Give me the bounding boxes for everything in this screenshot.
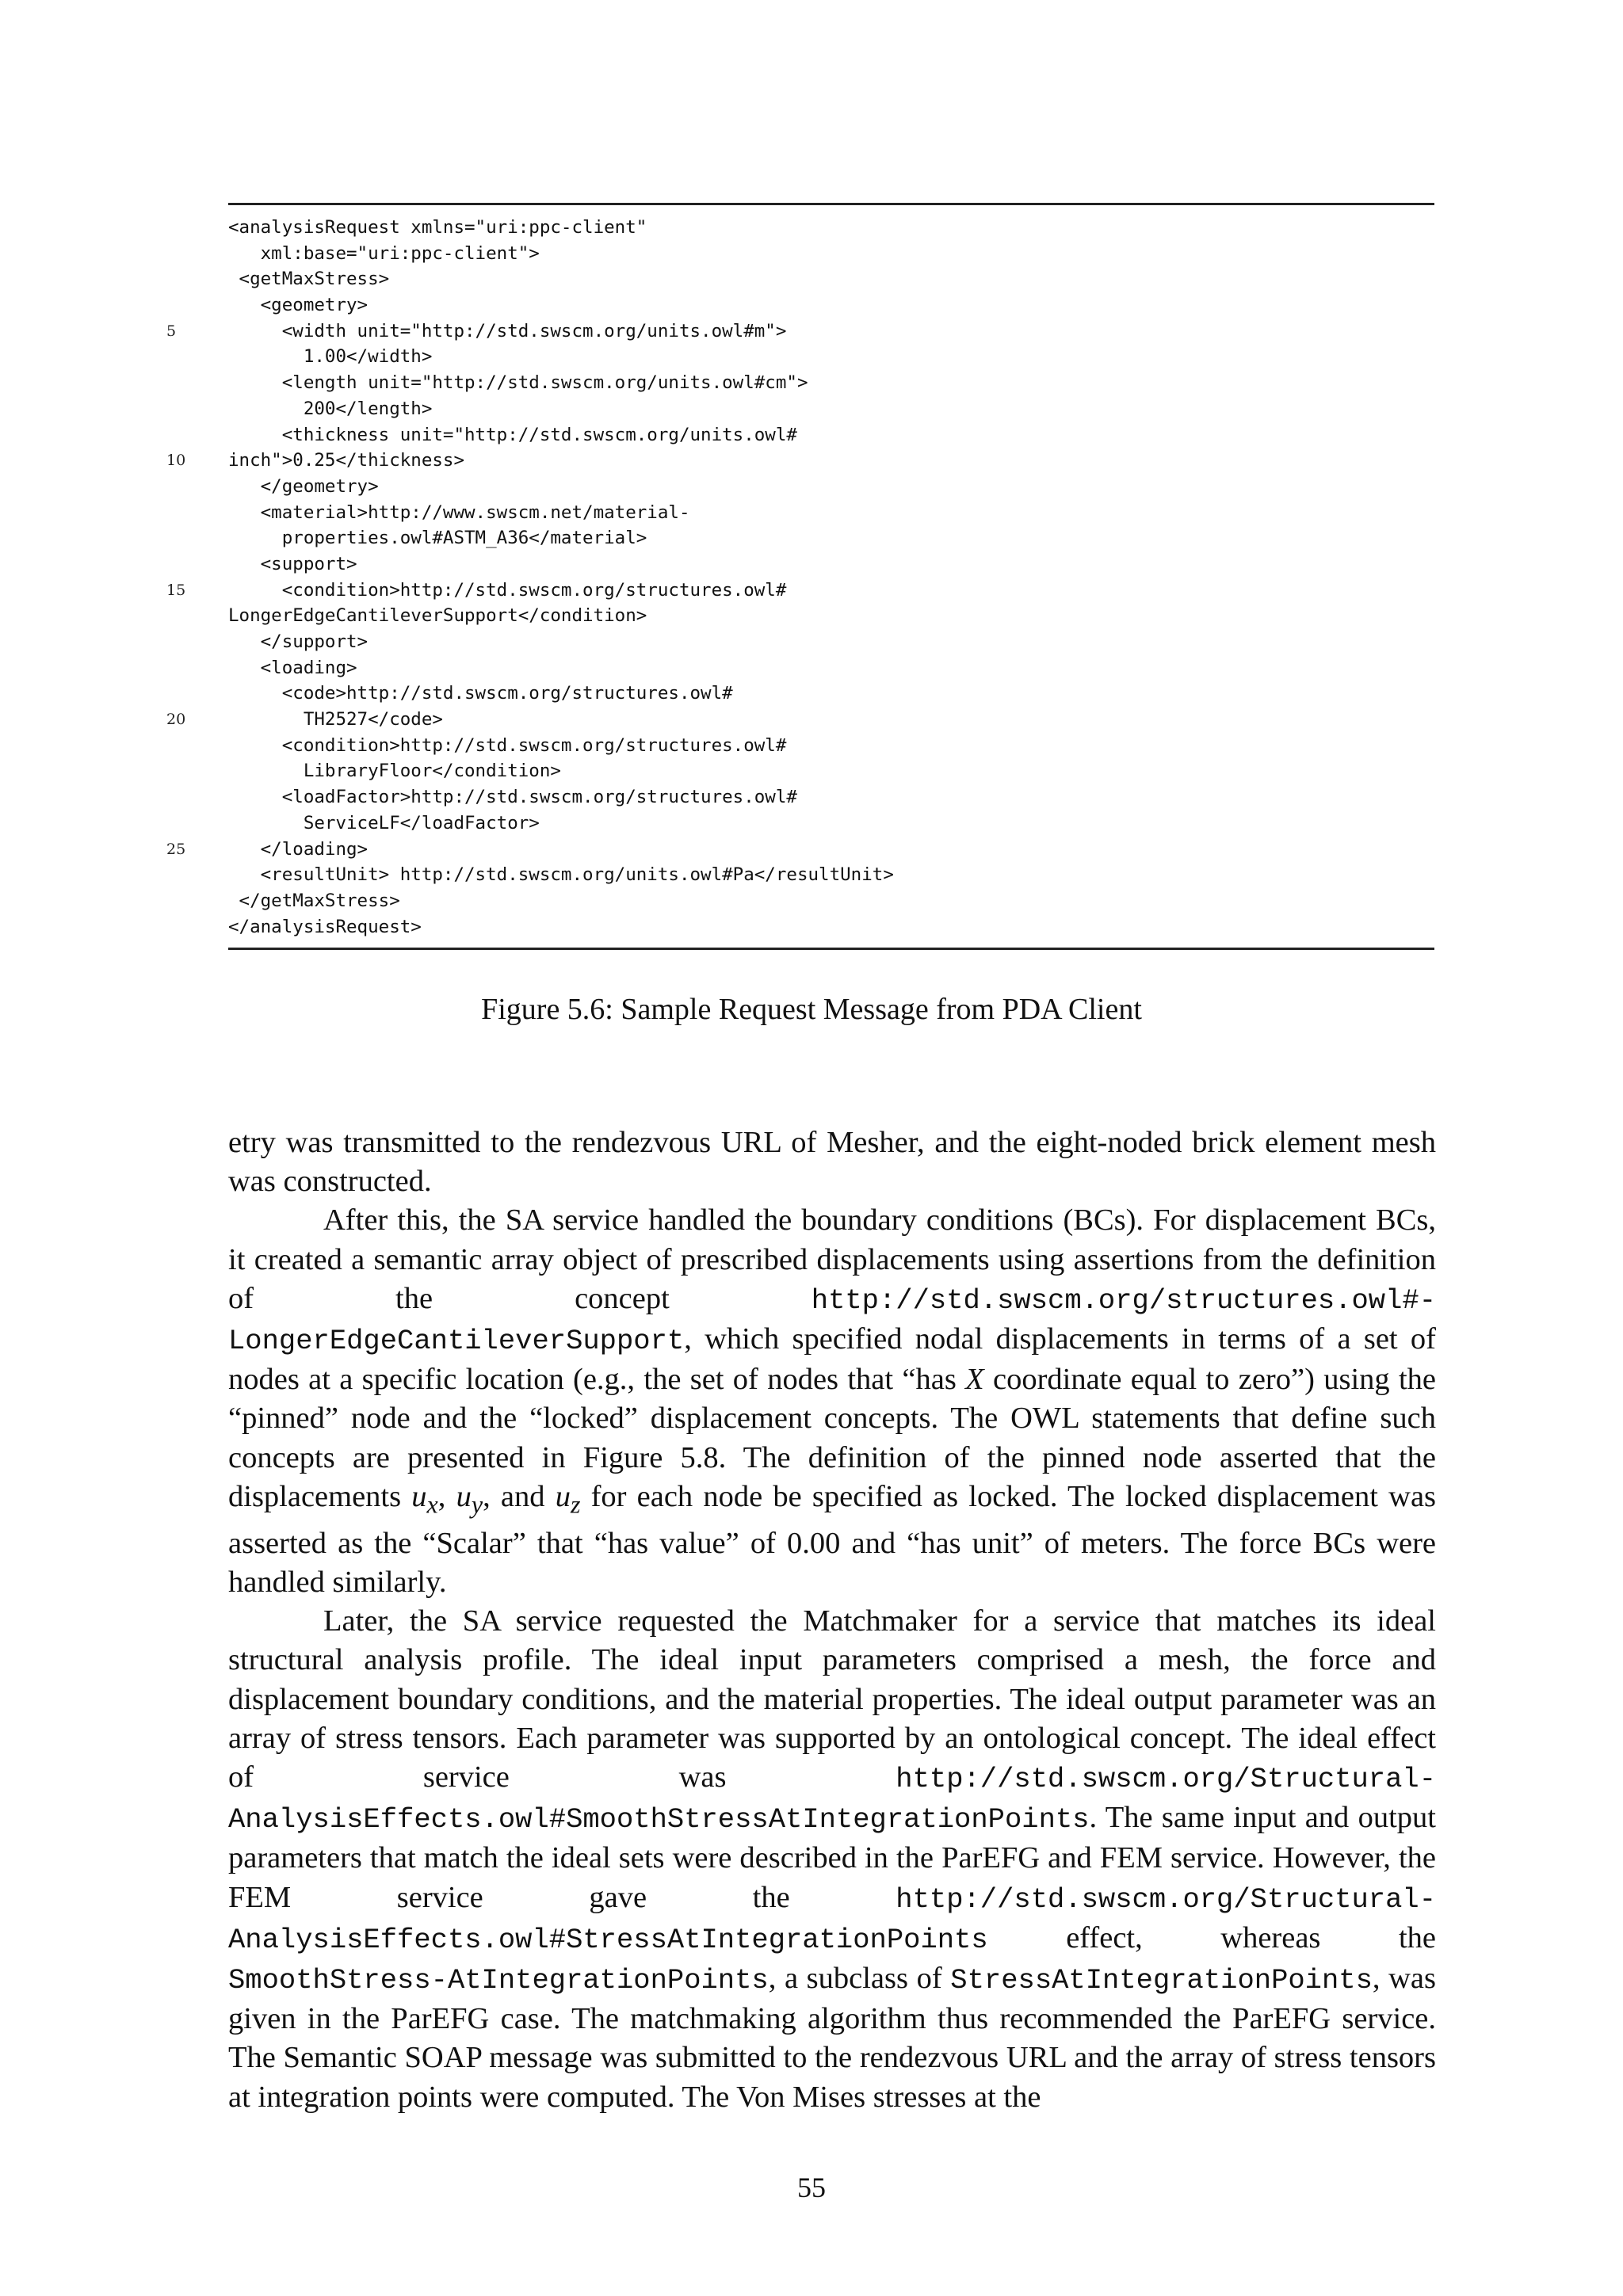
code-line: [228, 629, 1434, 655]
math-subscript: x: [426, 1489, 438, 1519]
text-span: , which specified nodal displacements in terms of a set of nodes at a specific location (e.g., the set of nodes that “has: [228, 1322, 1436, 1397]
math-symbol: u: [411, 1479, 427, 1513]
code-reference: StressAtIntegrationPoints: [950, 1963, 1373, 1997]
code-text: <code>http://std.swscm.org/structures.owl#: [228, 683, 733, 704]
code-text: </analysisRequest>: [228, 916, 422, 937]
code-line: [166, 318, 1434, 345]
code-line: [228, 370, 1434, 396]
text-span: , a subclass of: [768, 1961, 951, 1995]
code-text: <thickness unit="http://std.swscm.org/units.owl#: [228, 424, 797, 445]
code-line: [228, 810, 1434, 837]
text-span: ,: [437, 1479, 456, 1513]
code-reference: http://std.swscm.org/Structural-AnalysisEffects.owl#SmoothStressAtIntegrationPoints: [228, 1762, 1436, 1836]
code-text: 200</length>: [228, 398, 433, 419]
paragraph-2: [228, 1201, 1436, 1602]
code-line: [228, 344, 1434, 370]
code-text: <resultUnit> http://std.swscm.org/units.owl#Pa</resultUnit>: [228, 864, 894, 886]
text-span: Later, the SA service requested the Matchmaker for a service that matches its ideal structural analysis profile. The ideal input parameters comprised a mesh, the force and displacement boundary conditions, and the material properties. The ideal output parameter was an array of stress tensors. Each parameter was supported by an ontological concept. The ideal effect of service was: [228, 1604, 1436, 1794]
code-text: TH2527</code>: [228, 709, 443, 730]
code-lines: [166, 215, 1434, 940]
code-line: [228, 422, 1434, 448]
code-line: [166, 448, 1434, 474]
paragraph-1: etry was transmitted to the rendezvous URL of Mesher, and the eight-noded brick element mesh was constructed.: [228, 1126, 1436, 1199]
code-text: </geometry>: [228, 475, 379, 497]
code-reference: http://std.swscm.org/structures.owl#-LongerEdgeCantileverSupport: [228, 1283, 1436, 1358]
code-text: properties.owl#ASTM_A36</material>: [228, 528, 647, 549]
bottom-rule: [228, 948, 1434, 950]
code-text: <condition>http://std.swscm.org/structures.owl#: [228, 579, 787, 601]
code-line: [228, 241, 1434, 267]
code-text: <loadFactor>http://std.swscm.org/structures.owl#: [228, 787, 797, 808]
code-text: LongerEdgeCantileverSupport</condition>: [228, 605, 647, 627]
code-line: [166, 837, 1434, 863]
code-line: [228, 758, 1434, 784]
code-text: <geometry>: [228, 295, 369, 316]
line-number: 15: [166, 581, 186, 599]
code-line: [228, 525, 1434, 551]
code-line: [228, 655, 1434, 681]
code-text: </support>: [228, 631, 369, 652]
text-span: for each node be specified as locked. The locked displacement was asserted as the “Scalar” that “has value” of 0.00 and “has unit” of meters. The force BCs were handled similarly.: [228, 1479, 1437, 1599]
code-line: [228, 500, 1434, 526]
top-rule: [228, 203, 1434, 205]
code-line: [166, 578, 1434, 604]
code-reference: SmoothStress-AtIntegrationPoints: [228, 1963, 769, 1997]
code-line: [228, 474, 1434, 500]
code-text: ServiceLF</loadFactor>: [228, 812, 540, 833]
code-listing: [166, 203, 1434, 950]
code-line: [228, 603, 1434, 629]
code-text: <loading>: [228, 657, 357, 678]
body-text: [228, 1123, 1436, 2117]
code-text: <length unit="http://std.swscm.org/units.owl#cm">: [228, 372, 808, 394]
code-reference: http://std.swscm.org/Structural-AnalysisEffects.owl#StressAtIntegrationPoints: [228, 1882, 1436, 1956]
math-symbol: X: [965, 1363, 984, 1397]
code-line: [228, 551, 1434, 578]
code-text: inch">0.25</thickness>: [228, 450, 465, 471]
line-number: 20: [166, 711, 186, 729]
paragraph-3: [228, 1602, 1436, 2117]
code-text: <condition>http://std.swscm.org/structures.owl#: [228, 734, 787, 756]
math-symbol: u: [555, 1479, 571, 1513]
code-line: [228, 784, 1434, 810]
text-span: After this, the SA service handled the boundary conditions (BCs). For displacement BCs, it created a semantic array object of prescribed displacements using assertions from the definition of the concept: [228, 1203, 1436, 1315]
code-line: [228, 914, 1434, 940]
text-span: effect, whereas the: [987, 1920, 1436, 1955]
code-line: [228, 681, 1434, 707]
code-line: [228, 266, 1434, 292]
math-subscript: y: [471, 1489, 483, 1519]
code-text: <getMaxStress>: [228, 269, 390, 290]
code-line: [228, 888, 1434, 914]
math-subscript: z: [570, 1489, 581, 1519]
code-line: [228, 733, 1434, 759]
text-span: . The same input and output parameters that match the ideal sets were described in the ParEFG and FEM service. However, the FEM service gave the: [228, 1801, 1436, 1914]
code-text: </loading>: [228, 838, 369, 860]
code-text: xml:base="uri:ppc-client">: [228, 242, 540, 264]
code-text: 1.00</width>: [228, 346, 433, 368]
code-line: [166, 707, 1434, 733]
code-line: [228, 396, 1434, 422]
code-text: LibraryFloor</condition>: [228, 761, 561, 782]
code-text: <material>http://www.swscm.net/material-: [228, 502, 690, 523]
line-number: 5: [166, 322, 177, 340]
line-number: 25: [166, 840, 186, 858]
text-span: , and: [483, 1479, 556, 1513]
code-text: <width unit="http://std.swscm.org/units.owl#m">: [228, 320, 787, 341]
code-text: <support>: [228, 553, 357, 574]
math-symbol: u: [456, 1479, 472, 1513]
code-text: <analysisRequest xmlns="uri:ppc-client": [228, 217, 647, 238]
page-number: 55: [797, 2172, 826, 2203]
text-span: coordinate equal to zero”) using the “pinned” node and the “locked” displacement concepts. The OWL statements that define such concepts are presented in Figure 5.8. The definition of the pinned node asserted that the displacements: [228, 1363, 1436, 1513]
code-line: [228, 292, 1434, 318]
code-line: [228, 215, 1434, 241]
code-line: [228, 862, 1434, 888]
figure-caption: Figure 5.6: Sample Request Message from PDA Client: [481, 993, 1142, 1026]
text-span: , was given in the ParEFG case. The matchmaking algorithm thus recommended the ParEFG service. The Semantic SOAP message was submitted to the rendezvous URL and the array of stress tensors at integration points were computed. The Von Mises stresses at the: [228, 1961, 1437, 2114]
code-text: </getMaxStress>: [228, 890, 400, 911]
line-number: 10: [166, 452, 186, 470]
